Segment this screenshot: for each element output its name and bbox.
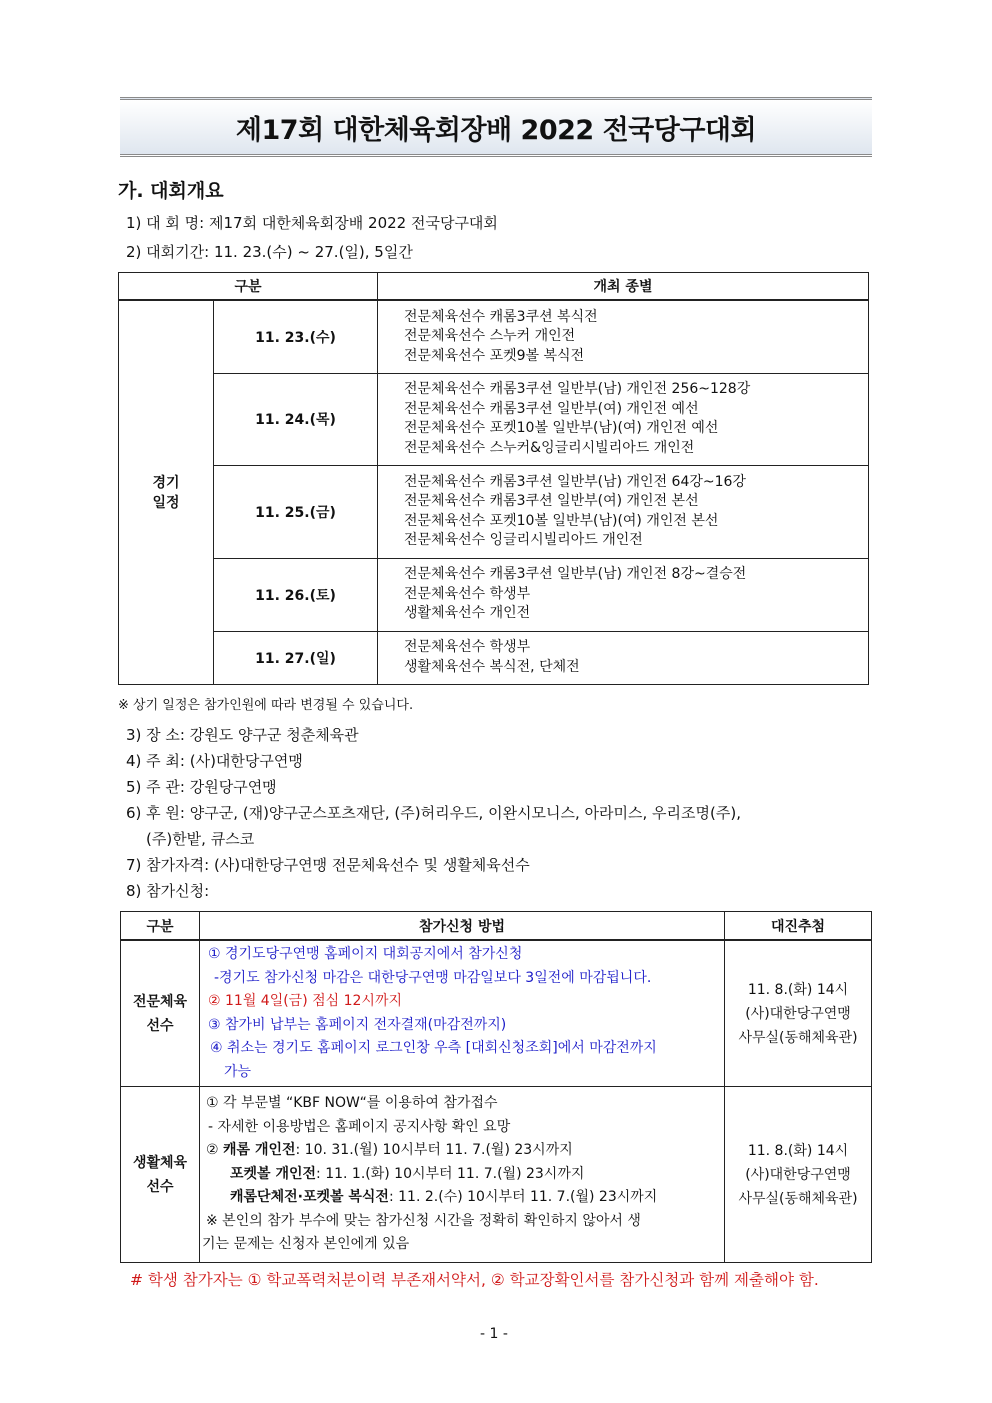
item-host: 4) 주 최: (사)대한당구연맹 xyxy=(126,752,303,770)
section-heading: 가. 대회개요 xyxy=(118,180,224,202)
event-line: 전문체육선수 캐롬3쿠션 일반부(남) 개인전 8강~결승전 xyxy=(404,566,747,583)
method-line-rest: : 11. 1.(화) 10시부터 11. 7.(월) 23시까지 xyxy=(316,1165,585,1182)
schedule-events xyxy=(378,373,869,465)
title-banner xyxy=(120,97,872,157)
event-line: 전문체육선수 학생부 xyxy=(404,585,531,602)
method-line xyxy=(206,1163,720,1187)
method-line xyxy=(206,1186,720,1210)
method-line-bold: 포켓볼 개인전 xyxy=(230,1165,317,1182)
method-line xyxy=(206,1139,720,1163)
application-header-row xyxy=(121,912,872,941)
draw-line: (사)대한당구연맹 xyxy=(745,1005,851,1022)
event-line: 전문체육선수 포켓10볼 일반부(남)(여) 개인전 본선 xyxy=(404,512,719,529)
event-line: 전문체육선수 학생부 xyxy=(404,639,531,655)
method-line: ① 경기도당구연맹 홈페이지 대회공지에서 참가신청 xyxy=(208,946,523,962)
schedule-header-row xyxy=(119,273,869,301)
schedule-row xyxy=(119,300,869,373)
schedule-row xyxy=(119,558,869,631)
application-header-method: 참가신청 방법 xyxy=(200,912,725,941)
event-line: 전문체육선수 포켓9볼 복식전 xyxy=(404,347,585,364)
page-number: - 1 - xyxy=(480,1326,508,1342)
event-line: 전문체육선수 캐롬3쿠션 일반부(여) 개인전 본선 xyxy=(404,493,699,509)
event-line: 전문체육선수 포켓10볼 일반부(남)(여) 개인전 예선 xyxy=(404,420,719,436)
event-line: 전문체육선수 캐롬3쿠션 복식전 xyxy=(404,308,598,325)
category-label-line: 생활체육 xyxy=(132,1154,188,1171)
schedule-header-events: 개최 종별 xyxy=(378,273,869,301)
schedule-events xyxy=(378,631,869,684)
method-line-rest: : 10. 31.(월) 10시부터 11. 7.(월) 23시까지 xyxy=(295,1142,573,1159)
draw-cell xyxy=(725,1087,872,1263)
item-event-name: 1) 대 회 명: 제17회 대한체육회장배 2022 전국당구대회 xyxy=(126,214,498,232)
schedule-table xyxy=(118,272,869,685)
document-title: 제17회 대한체육회장배 2022 전국당구대회 xyxy=(235,114,757,146)
schedule-row xyxy=(119,465,869,558)
method-line: ④ 취소는 경기도 홈페이지 로그인창 우측 [대회신청조회]에서 마감전까지 xyxy=(210,1040,657,1056)
schedule-header-category: 구분 xyxy=(119,273,378,301)
method-line: -경기도 참가신청 마감은 대한당구연맹 마감일보다 3일전에 마감됩니다. xyxy=(214,969,652,986)
schedule-group-label-line: 경기 xyxy=(152,475,180,492)
item-sponsor: 6) 후 원: 양구군, (재)양구군스포츠재단, (주)허리우드, 이완시모니스, 아라미스, 우리조명(주), xyxy=(126,804,741,822)
schedule-date: 11. 23.(수) xyxy=(214,300,378,373)
application-row-pro xyxy=(121,940,872,1087)
schedule-group-label-line: 일정 xyxy=(152,495,180,512)
event-line: 생활체육선수 복식전, 단체전 xyxy=(404,658,580,675)
method-line: ② 11월 4일(금) 점심 12시까지 xyxy=(208,993,403,1009)
method-line: 가능 xyxy=(224,1063,252,1080)
method-line-bold: 캐롬단체전·포켓볼 복식전 xyxy=(230,1189,389,1206)
category-label-line: 선수 xyxy=(146,1178,174,1195)
schedule-date: 11. 25.(금) xyxy=(214,465,378,558)
method-line-bold: 캐롬 개인전 xyxy=(223,1142,296,1159)
schedule-group-label xyxy=(119,300,214,684)
application-header-draw: 대진추첨 xyxy=(725,912,872,941)
schedule-events xyxy=(378,465,869,558)
schedule-events xyxy=(378,300,869,373)
item-sponsor-cont: (주)한밭, 큐스코 xyxy=(146,830,255,848)
draw-cell xyxy=(725,940,872,1087)
footer-note: # 학생 참가자는 ① 학교폭력처분이력 부존재서약서, ② 학교장확인서를 참가신청과 함께 제출해야 함. xyxy=(130,1271,819,1289)
event-line: 전문체육선수 캐롬3쿠션 일반부(남) 개인전 256~128강 xyxy=(404,381,751,397)
schedule-events xyxy=(378,558,869,631)
draw-line: 11. 8.(화) 14시 xyxy=(747,981,849,998)
category-label xyxy=(121,940,200,1087)
item-organizer: 5) 주 관: 강원당구연맹 xyxy=(126,778,277,796)
category-label-line: 선수 xyxy=(146,1017,174,1034)
method-line: ③ 참가비 납부는 홈페이지 전자결재(마감전까지) xyxy=(208,1016,507,1033)
event-line: 전문체육선수 스누커 개인전 xyxy=(404,328,576,344)
application-header-category: 구분 xyxy=(121,912,200,941)
schedule-row xyxy=(119,631,869,684)
item-application: 8) 참가신청: xyxy=(126,882,210,900)
draw-line: (사)대한당구연맹 xyxy=(745,1166,851,1183)
method-cell xyxy=(200,940,725,1087)
event-line: 전문체육선수 잉글리시빌리아드 개인전 xyxy=(404,532,643,548)
method-line-rest: : 11. 2.(수) 10시부터 11. 7.(월) 23시까지 xyxy=(388,1189,658,1206)
category-label xyxy=(121,1087,200,1263)
event-line: 전문체육선수 캐롬3쿠션 일반부(남) 개인전 64강~16강 xyxy=(404,473,746,490)
schedule-date: 11. 27.(일) xyxy=(214,631,378,684)
method-line: - 자세한 이용방법은 홈페이지 공지사항 확인 요망 xyxy=(208,1118,511,1135)
method-line: ※ 본인의 참가 부수에 맞는 참가신청 시간을 정확히 확인하지 않아서 생 xyxy=(206,1212,641,1229)
method-line: ① 각 부문별 “KBF NOW“를 이용하여 참가접수 xyxy=(206,1095,498,1112)
category-label-line: 전문체육 xyxy=(132,993,188,1010)
draw-line: 사무실(동해체육관) xyxy=(738,1029,858,1046)
event-line: 전문체육선수 스누커&잉글리시빌리아드 개인전 xyxy=(404,439,695,456)
item-event-period: 2) 대회기간: 11. 23.(수) ~ 27.(일), 5일간 xyxy=(126,243,413,261)
item-eligibility: 7) 참가자격: (사)대한당구연맹 전문체육선수 및 생활체육선수 xyxy=(126,856,530,874)
draw-line: 사무실(동해체육관) xyxy=(738,1190,858,1207)
event-line: 생활체육선수 개인전 xyxy=(404,605,531,622)
schedule-date: 11. 24.(목) xyxy=(214,373,378,465)
application-table xyxy=(120,911,872,1263)
method-line: 기는 문제는 신청자 본인에게 있음 xyxy=(202,1236,410,1253)
schedule-date: 11. 26.(토) xyxy=(214,558,378,631)
method-cell xyxy=(200,1087,725,1263)
draw-line: 11. 8.(화) 14시 xyxy=(747,1142,849,1159)
schedule-note: ※ 상기 일정은 참가인원에 따라 변경될 수 있습니다. xyxy=(118,698,414,713)
method-line-num: ② xyxy=(206,1142,224,1159)
item-venue: 3) 장 소: 강원도 양구군 청춘체육관 xyxy=(126,726,359,744)
schedule-row xyxy=(119,373,869,465)
application-row-amateur xyxy=(121,1087,872,1263)
event-line: 전문체육선수 캐롬3쿠션 일반부(여) 개인전 예선 xyxy=(404,400,699,417)
